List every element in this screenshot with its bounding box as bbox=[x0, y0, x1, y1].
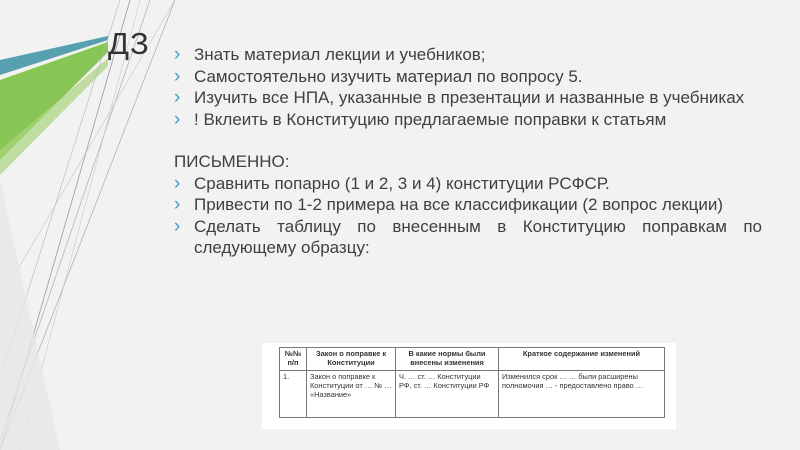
list-item: › Изучить все НПА, указанные в презентации и названные в учебниках bbox=[174, 87, 762, 109]
table-header-cell: №№ п/п bbox=[280, 348, 307, 371]
homework-list bbox=[174, 44, 762, 130]
deco-gray-wedge bbox=[0, 180, 60, 450]
table-cell: 1. bbox=[280, 371, 307, 418]
table-header-cell: Закон о поправке к Конституции bbox=[307, 348, 396, 371]
table-header-row bbox=[280, 348, 665, 371]
written-task-list bbox=[174, 173, 762, 259]
list-item: › Привести по 1-2 примера на все классификации (2 вопрос лекции) bbox=[174, 194, 762, 216]
slide-title: ДЗ bbox=[108, 26, 150, 61]
table-cell: Закон о поправке к Конституции от … № … «Название» bbox=[307, 371, 396, 418]
table-header-cell: Краткое содержание изменений bbox=[499, 348, 665, 371]
table-header-cell: В какие нормы были внесены изменения bbox=[396, 348, 499, 371]
table-cell: Ч. … ст. … Конституции РФ, ст. … Конституции РФ bbox=[396, 371, 499, 418]
list-item: › ! Вклеить в Конституцию предлагаемые поправки к статьям bbox=[174, 109, 762, 131]
list-item: › Сравнить попарно (1 и 2, 3 и 4) конституции РСФСР. bbox=[174, 173, 762, 195]
list-item: › Сделать таблицу по внесенным в Конституцию поправкам по следующему образцу: bbox=[174, 216, 762, 259]
table-row bbox=[280, 371, 665, 418]
section-heading: ПИСЬМЕННО: bbox=[174, 152, 290, 171]
list-item: › Самостоятельно изучить материал по вопросу 5. bbox=[174, 66, 762, 88]
sample-table-image bbox=[262, 343, 676, 429]
table-cell: Изменился срок … … были расширены полномочия … - предоставлено право … bbox=[499, 371, 665, 418]
slide-content bbox=[174, 44, 762, 259]
sample-table bbox=[279, 347, 665, 418]
list-item: › Знать материал лекции и учебников; bbox=[174, 44, 762, 66]
